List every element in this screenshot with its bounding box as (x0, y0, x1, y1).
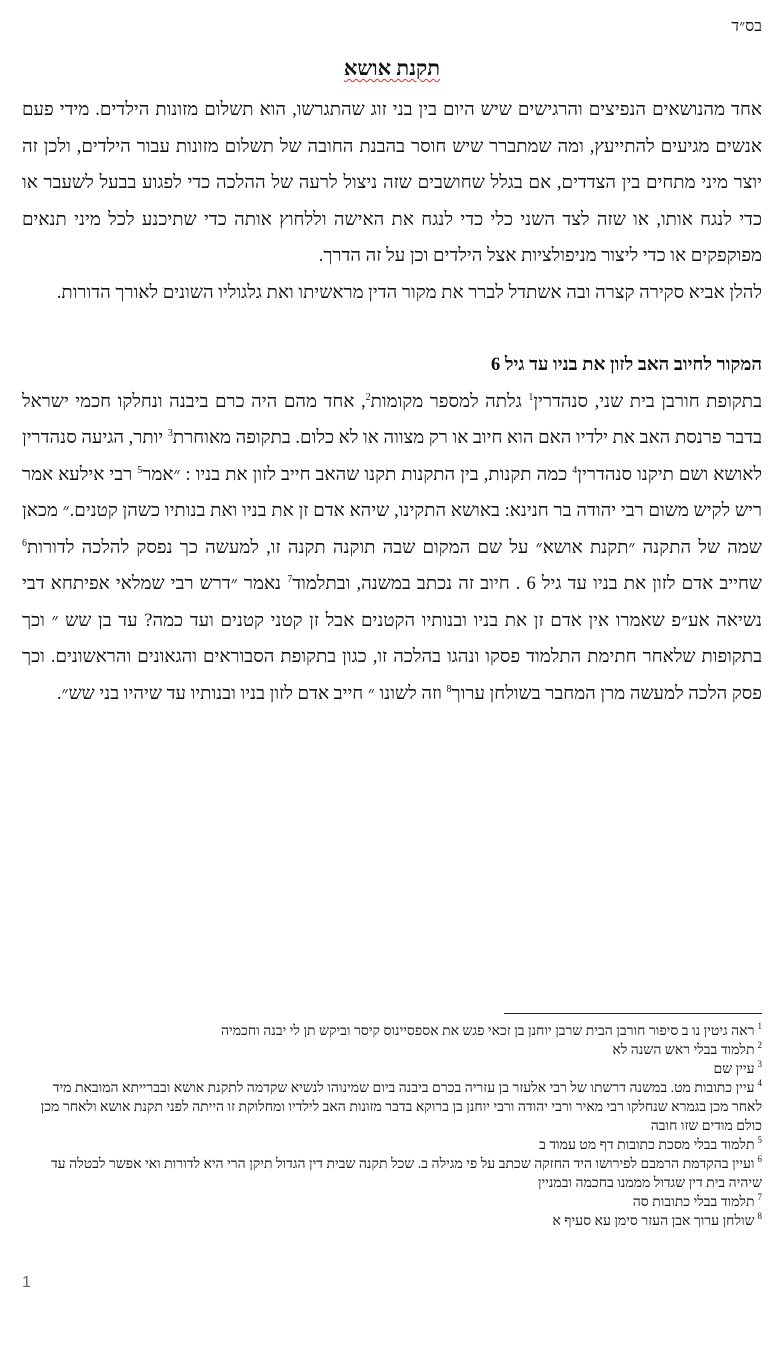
title-text: תקנת אושא (343, 56, 441, 80)
footnote-ref: 4 (572, 464, 578, 476)
footnote-ref: 7 (287, 573, 293, 585)
footnote-item (22, 1079, 762, 1136)
section-text: נאמר ״דרש רבי שמלאי אפיתחא דבי נשיאה אע״פ שאמרו אין אדם זן את בניו ובנותיו הקטנים אבל זן קטני קטנים ועד כמה? עד בן שש ״ וכך בתקופות שלאחר חתימת התלמוד פסקו ונהגו בהלכה זו, כגון בתקופת הסבוראים והגאונים והראשונים. וכך פסק הלכה למעשה מרן המחבר בשולחן ערוך (22, 574, 762, 704)
section-text: וזה לשונו ״ חייב אדם לזון בניו ובנותיו עד שיהיו בני שש״. (56, 683, 447, 704)
footnote-text: עיין שם (713, 1062, 755, 1077)
intro-paragraph: אחד מהנושאים הנפיצים והרגישים שיש היום בין בני זוג שהתגרשו, הוא תשלום מזונות הילדים. מידי פעם אנשים מגיעים להתייעץ, ומה שמתברר שיש חוסר בהבנת החובה של תשלום מזונות עבור הילדים, ולכן זה יוצר מיני מתחים בין הצדדים, אם בגלל שחושבים שזה ניצול לרעה של ההלכה כדי לפגוע בבעל לשעבר או כדי לנגח אותו, או שזה לצד השני כלי כדי לנגח את האישה וללחוץ אותה כדי שתיכנע לכל מיני תנאים מפוקפקים או כדי ליצור מניפולציות אצל הילדים וכן על זה הדרך. (22, 100, 762, 266)
section-text: יותר, הגיעה סנהדרין לאושא ושם תיקנו סנהדרין (21, 428, 762, 485)
section-text: בתקופת חורבן בית שני, סנהדרין (533, 391, 762, 412)
footnote-ref: 3 (167, 427, 173, 439)
section-text: , אחד מהם היה כרם ביבנה ונחלקו חכמי ישראל בדבר פרנסת האב את ילדיו האם הוא חיוב או רק מצווה או לא כלום. בתקופה מאוחרת (22, 391, 762, 448)
header-mark: בס״ד (731, 18, 762, 35)
footnote-item (22, 1060, 762, 1079)
footnote-ref: 1 (528, 391, 534, 403)
footnote-ref: 6 (22, 537, 27, 549)
section-text: רבי אילעא אמר ריש לקיש משום רבי יהודה בר חנינא: באושא התקינו, שיהא אדם זן את בניו ואת בנותיו כשהן קטנים.״ מכאן שמה של התקנה ״תקנת אושא״ על שם המקום שבה תוקנה תקנה זו, למעשה כך נפסק להלכה לדורות (22, 464, 762, 558)
footnote-number: 5 (757, 1135, 762, 1146)
footnote-text: ועיין בהקדמת הרמבם לפירושו היד החזקה שכתב על פי מגילה ב. שכל תקנה שבית דין הגדול תיקן הרי היא לדורות ואי אפשר לבטלה עד שיהיה בית דין שגדול מממנו בחכמה ובמניין (50, 1157, 762, 1191)
footnote-text: ראה גיטין נו ב סיפור חורבן הבית שרבן יוחנן בן זכאי פגש את אספסיינוס קיסר וביקש תן לי יבנה וחכמיה (221, 1024, 755, 1039)
document-body (22, 92, 762, 712)
footnote-number: 1 (757, 1021, 762, 1032)
section-heading: המקור לחיוב האב לזון את בניו עד גיל 6 (490, 355, 762, 375)
footnote-item (22, 1136, 762, 1155)
footnote-item (22, 1041, 762, 1060)
footnote-number: 7 (757, 1192, 762, 1203)
page-number: 1 (22, 1274, 31, 1291)
section-text: כמה תקנות, בין התקנות תקנו שהאב חייב לזון את בניו : ״אמר (142, 464, 573, 485)
document-page (22, 0, 762, 1362)
footnote-ref: 2 (365, 391, 371, 403)
footnote-number: 4 (757, 1078, 762, 1089)
footnote-item (22, 1155, 762, 1193)
footnote-number: 6 (757, 1154, 762, 1165)
footnotes (22, 1022, 762, 1231)
footnote-ref: 5 (137, 464, 143, 476)
footnote-text: עיין כתובות מט. במשנה דרשתו של רבי אלעזר בן עזריה בכרם ביבנה ביום שמינוהו לנשיא שקדמה לתקנת אושא ובברייתא המובאת מיד לאחר מכן בגמרא שנחלקו רבי מאיר ורבי יהודה ורבי יוחנן בן ברוקא בדבר מזונות האב לילדיו ומחלוקת זו הייתה לפני תקנת אושא ולאחר מכן כולם מודים שזו חובה (40, 1081, 762, 1134)
footnote-number: 2 (757, 1040, 762, 1051)
footnote-item (22, 1212, 762, 1231)
document-title (22, 56, 762, 81)
footnote-number: 8 (757, 1211, 762, 1222)
section-text: גלתה למספר מקומות (370, 391, 529, 412)
footnote-number: 3 (757, 1059, 762, 1070)
footnote-item (22, 1193, 762, 1212)
footnote-text: תלמוד בבלי מסכת כתובות דף מט עמוד ב (539, 1138, 755, 1153)
footnote-text: תלמוד בבלי כתובות סה (632, 1195, 755, 1210)
footnote-text: תלמוד בבלי ראש השנה לא (612, 1043, 755, 1058)
overview-paragraph: להלן אביא סקירה קצרה ובה אשתדל לברר את מקור הדין מראשיתו ואת גלגוליו השונים לאורך הדורות. (56, 282, 762, 303)
section-text: שחייב אדם לזון את בניו עד גיל 6 . חיוב זה נכתב במשנה, ובתלמוד (292, 574, 762, 594)
section-paragraph (22, 384, 762, 713)
footnote-ref: 8 (446, 683, 452, 695)
footnote-text: שולחן ערוך אבן העזר סימן עא סעיף א (552, 1214, 755, 1229)
footnote-item (22, 1022, 762, 1041)
footnote-separator (504, 1013, 762, 1014)
paragraph-gap (22, 311, 762, 347)
